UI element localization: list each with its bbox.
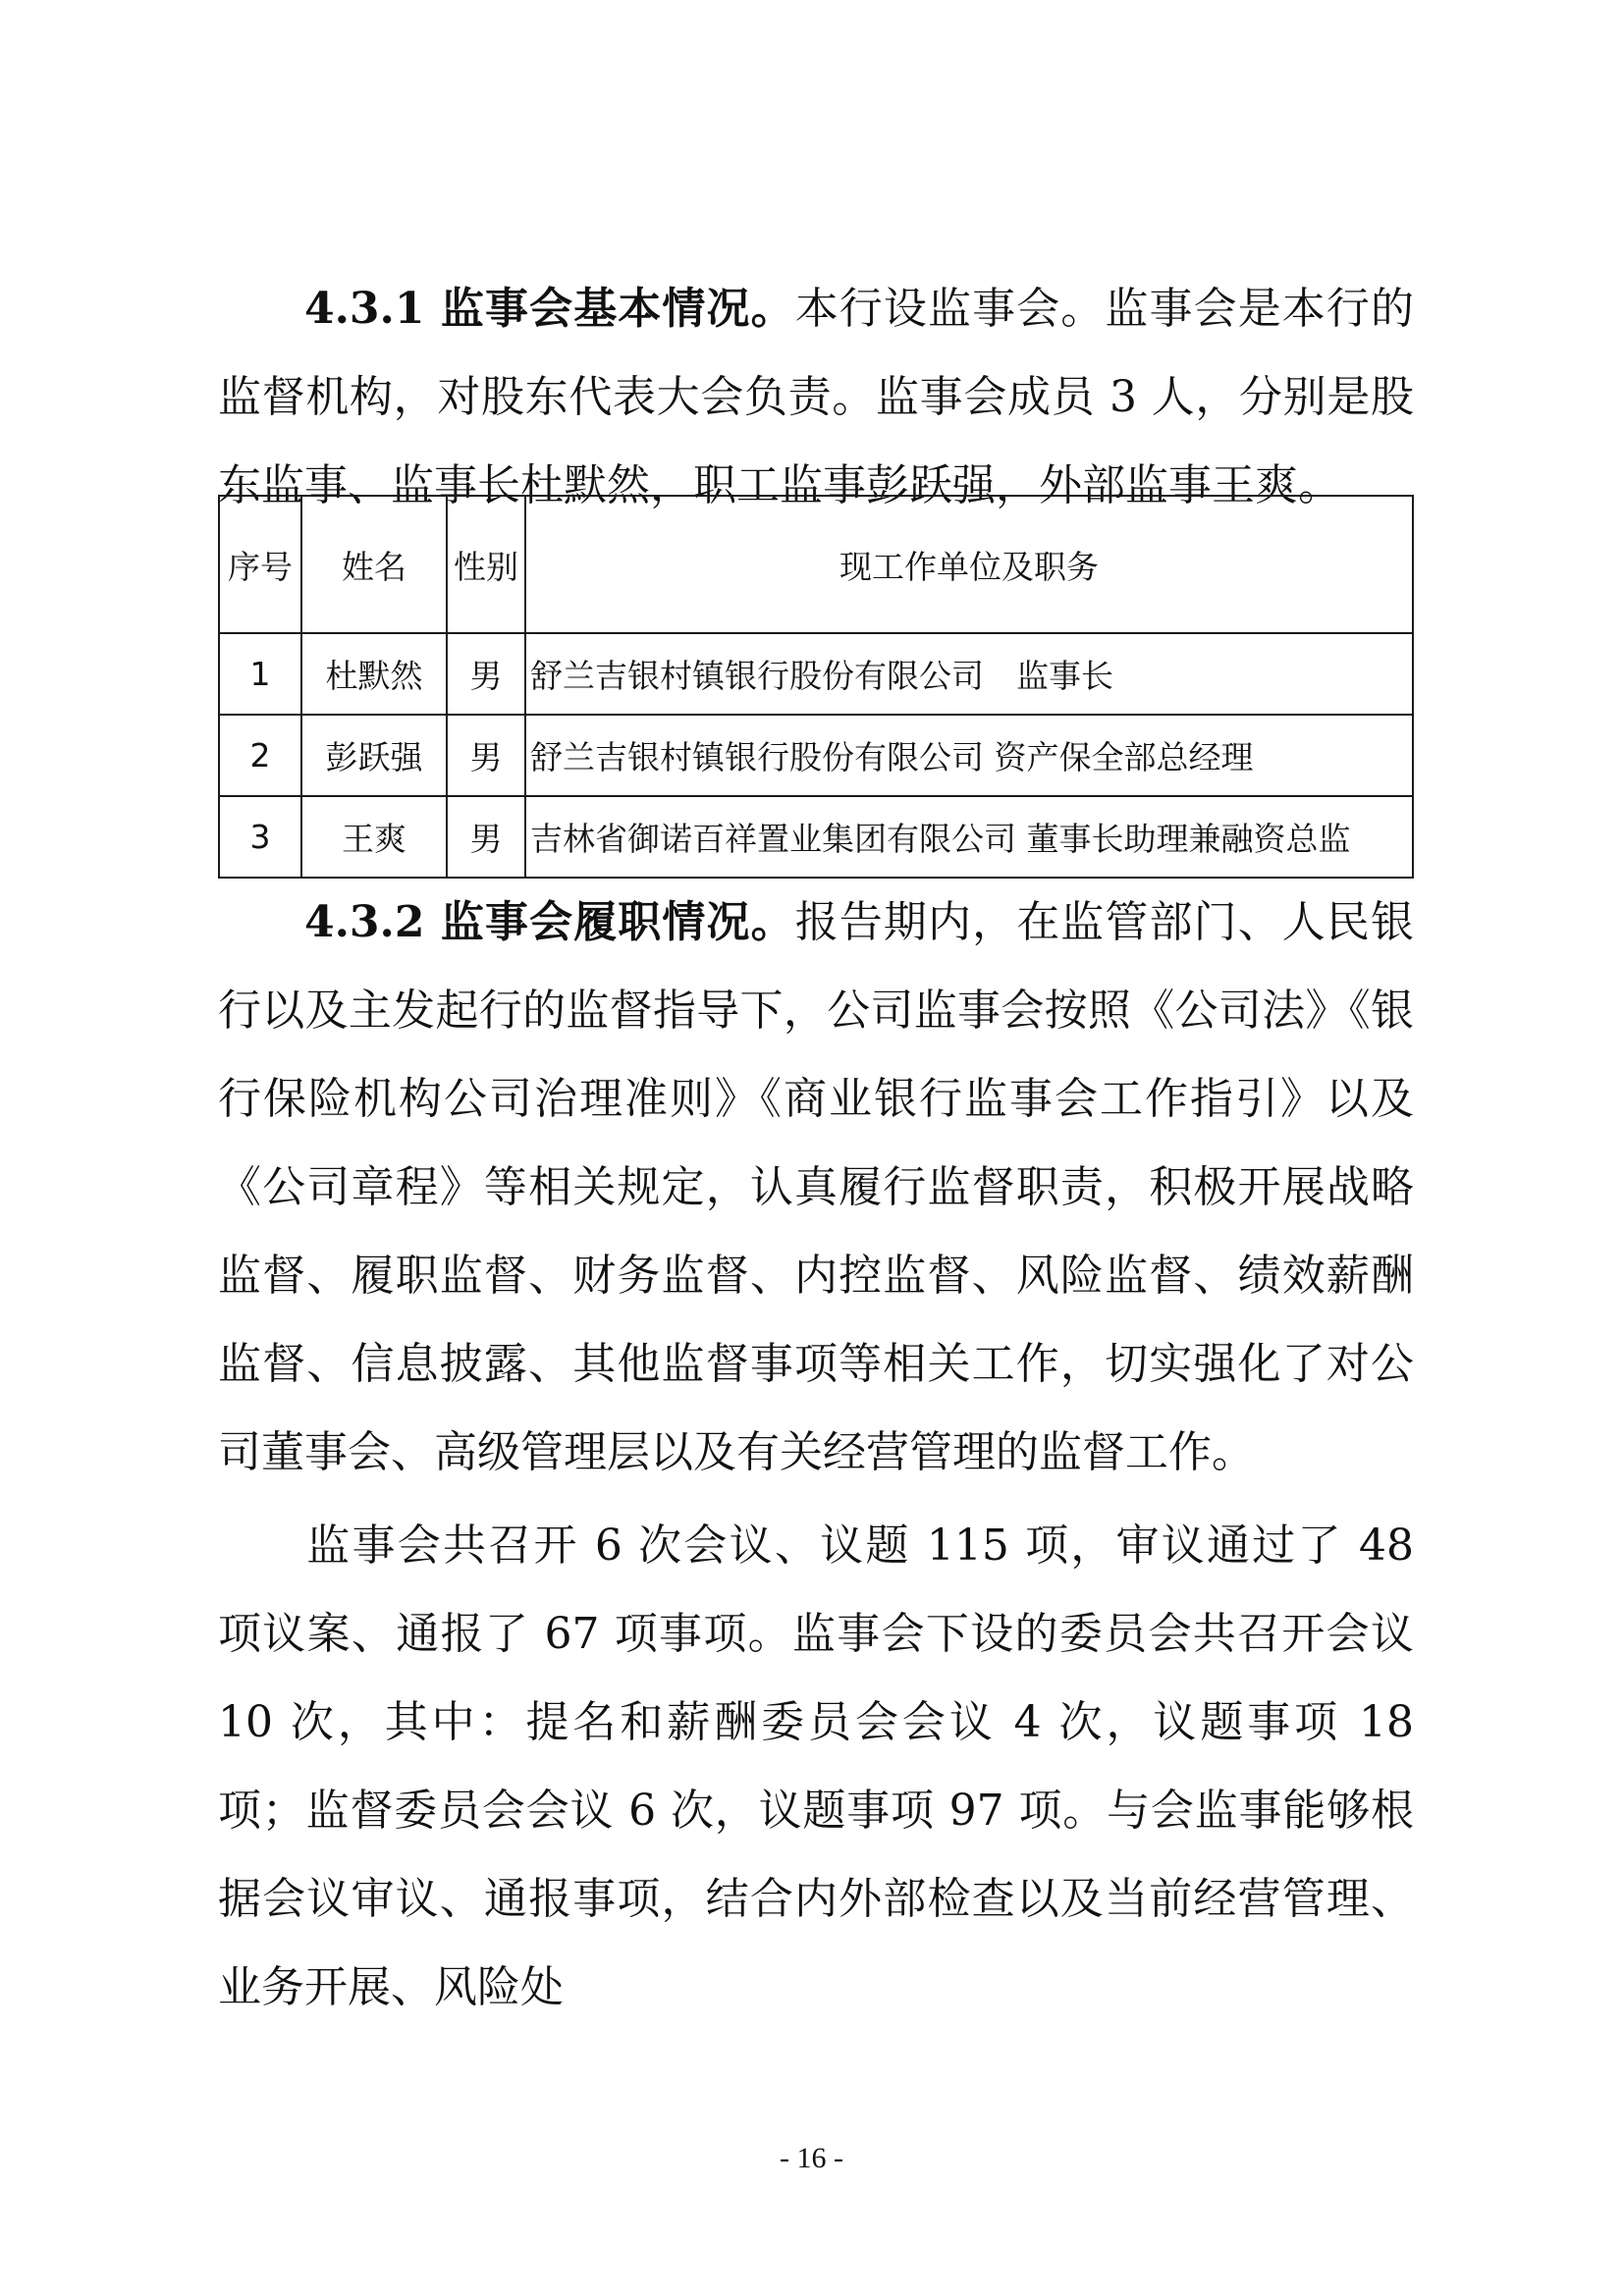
header-position: 现工作单位及职务 [525, 496, 1413, 633]
table-row [219, 715, 1413, 796]
section-4-3-1-body: 本行设监事会。监事会是本行的监督机构，对股东代表大会负责。监事会成员 3 人，分别是股东监事、监事长杜默然，职工监事彭跃强，外部监事王爽。 [218, 284, 1414, 510]
row-position: 舒兰吉银村镇银行股份有限公司 监事长 [525, 633, 1413, 715]
header-gender: 性别 [447, 496, 525, 633]
row-position: 舒兰吉银村镇银行股份有限公司 资产保全部总经理 [525, 715, 1413, 796]
row-name: 彭跃强 [301, 715, 447, 796]
meetings-text: 监事会共召开 6 次会议、议题 115 项，审议通过了 48 项议案、通报了 67 项事项。监事会下设的委员会共召开会议 10 次，其中：提名和薪酬委员会会议 4 次，议题事项 18 项；监督委员会会议 6 次，议题事项 97 项。与会监事能够根据会议审议、通报事项，结合内外部检查以及当前经营管理、业务开展、风险处 [218, 1521, 1414, 2012]
section-4-3-2-heading: 4.3.2 监事会履职情况。 [304, 897, 795, 947]
row-position: 吉林省御诺百祥置业集团有限公司 董事长助理兼融资总监 [525, 796, 1413, 878]
row-no: 3 [219, 796, 301, 878]
supervisors-table [218, 495, 1414, 879]
row-no: 1 [219, 633, 301, 715]
row-gender: 男 [447, 796, 525, 878]
row-gender: 男 [447, 633, 525, 715]
row-name: 王爽 [301, 796, 447, 878]
section-4-3-2-paragraph [218, 879, 1414, 1497]
row-name: 杜默然 [301, 633, 447, 715]
header-name: 姓名 [301, 496, 447, 633]
header-no: 序号 [219, 496, 301, 633]
page-number: - 16 - [780, 2142, 843, 2174]
row-gender: 男 [447, 715, 525, 796]
row-no: 2 [219, 715, 301, 796]
section-4-3-1-heading: 4.3.1 监事会基本情况。 [304, 284, 795, 334]
section-4-3-2-body: 报告期内，在监管部门、人民银行以及主发起行的监督指导下，公司监事会按照《公司法》《银行保险机构公司治理准则》《商业银行监事会工作指引》以及《公司章程》等相关规定，认真履行监督职责，积极开展战略监督、履职监督、财务监督、内控监督、风险监督、绩效薪酬监督、信息披露、其他监督事项等相关工作，切实强化了对公司董事会、高级管理层以及有关经营管理的监督工作。 [218, 897, 1414, 1477]
section-4-3-1-paragraph [218, 265, 1414, 530]
table-row [219, 633, 1413, 715]
meetings-paragraph [218, 1502, 1414, 2032]
table-header-row [219, 496, 1413, 633]
table-row [219, 796, 1413, 878]
